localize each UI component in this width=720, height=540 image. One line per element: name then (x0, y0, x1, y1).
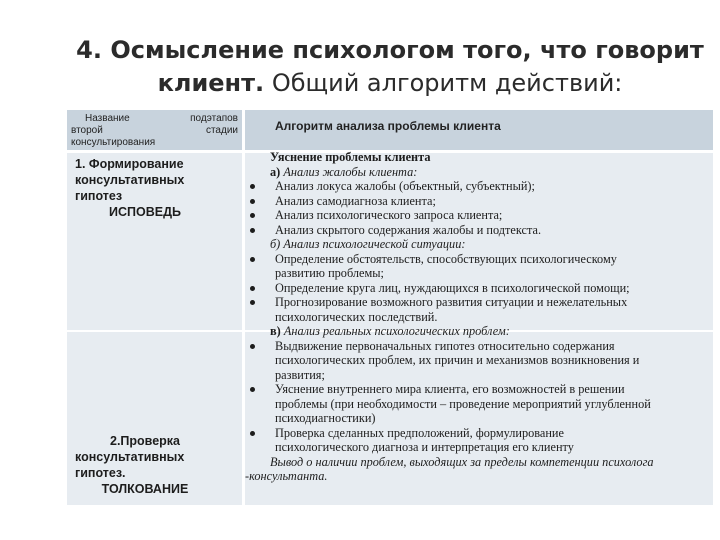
step-1-label (75, 156, 215, 220)
header-left-word2: подэтапов (190, 113, 238, 124)
b-item-2: Определение круга лиц, нуждающихся в психологической помощи; (275, 280, 630, 295)
section-c-title: Анализ реальных психологических проблем: (283, 324, 510, 338)
step-2-line4: ТОЛКОВАНИЕ (101, 482, 189, 496)
bullet-icon (250, 228, 255, 233)
b-item-1-cont: развитию проблемы; (275, 266, 384, 280)
title-normal: Общий алгоритм действий: (271, 69, 623, 97)
c-item-2: Уяснение внутреннего мира клиента, его возможностей в решении (275, 382, 625, 396)
algorithm-content (245, 150, 715, 484)
list-item (245, 295, 715, 310)
list-item (245, 426, 715, 441)
a-item-2: Анализ самодиагноза клиента; (275, 193, 436, 208)
list-item (245, 252, 715, 267)
header-right-cell: Алгоритм анализа проблемы клиента (245, 110, 713, 150)
c-item-3: Проверка сделанных предположений, формулирование (275, 425, 564, 440)
c-item-1-cont2: развития; (275, 367, 325, 382)
header-left-word4: стадии (205, 125, 238, 136)
bullet-icon (250, 286, 255, 291)
step-2-line2: консультативных (75, 450, 185, 464)
section-a-title: Анализ жалобы клиента: (283, 164, 418, 179)
conclusion-line2: -консультанта. (245, 469, 328, 483)
bullet-icon (250, 184, 255, 189)
header-left-cell (67, 110, 242, 150)
left-row-divider (67, 330, 242, 332)
list-item (245, 223, 715, 238)
c-item-1-cont1: психологических проблем, их причин и механизмов возникновения и (275, 353, 640, 367)
step-1-line4: ИСПОВЕДЬ (109, 205, 181, 219)
bullet-icon (250, 431, 255, 436)
header-left-word5: консультирования (71, 137, 156, 148)
bullet-icon (250, 300, 255, 305)
c-item-2-cont1: проблемы (при необходимости – проведение мероприятий углубленной (275, 396, 651, 411)
step-1-line1: 1. Формирование (75, 157, 184, 171)
section-c-label: в) (270, 324, 281, 338)
step-2-line3: гипотез. (75, 466, 126, 480)
c-item-3-cont: психологического диагноза и интерпретация его клиенту (275, 440, 574, 454)
b-item-3-cont: психологических последствий. (275, 309, 438, 324)
bullet-icon (250, 199, 255, 204)
step-2-line1: 2.Проверка (110, 434, 180, 448)
step-1-line2: консультативных (75, 173, 185, 187)
list-item (245, 281, 715, 296)
c-item-1: Выдвижение первоначальных гипотез относительно содержания (275, 338, 615, 353)
list-item (245, 194, 715, 209)
b-item-1: Определение обстоятельств, способствующих психологическому (275, 251, 617, 266)
title-bold: 4. Осмысление психологом того, что говорит клиент. (76, 36, 704, 97)
conclusion-line1: Вывод о наличии проблем, выходящих за пределы компетенции психолога (270, 454, 654, 469)
step-2-label (75, 433, 215, 497)
list-item (245, 179, 715, 194)
bullet-icon (250, 387, 255, 392)
c-item-2-cont2: психодиагностики) (275, 411, 376, 425)
bullet-icon (250, 213, 255, 218)
section-a-label: а) (270, 164, 281, 179)
header-left-word3: второй (71, 125, 103, 136)
b-item-3: Прогнозирование возможного развития ситуации и нежелательных (275, 295, 628, 309)
header-left-word1: Название (85, 113, 130, 124)
section-b-title: б) Анализ психологической ситуации: (270, 237, 466, 251)
bullet-icon (250, 344, 255, 349)
bullet-icon (250, 257, 255, 262)
content-heading: Уяснение проблемы клиента (270, 150, 431, 164)
a-item-3: Анализ психологического запроса клиента; (275, 208, 503, 222)
list-item (245, 339, 715, 354)
a-item-1: Анализ локуса жалобы (объектный, субъектный); (275, 179, 535, 193)
step-1-line3: гипотез (75, 189, 123, 203)
list-item (245, 208, 715, 223)
a-item-4: Анализ скрытого содержания жалобы и подтекста. (275, 222, 542, 237)
slide-title (60, 34, 720, 100)
list-item (245, 382, 715, 397)
